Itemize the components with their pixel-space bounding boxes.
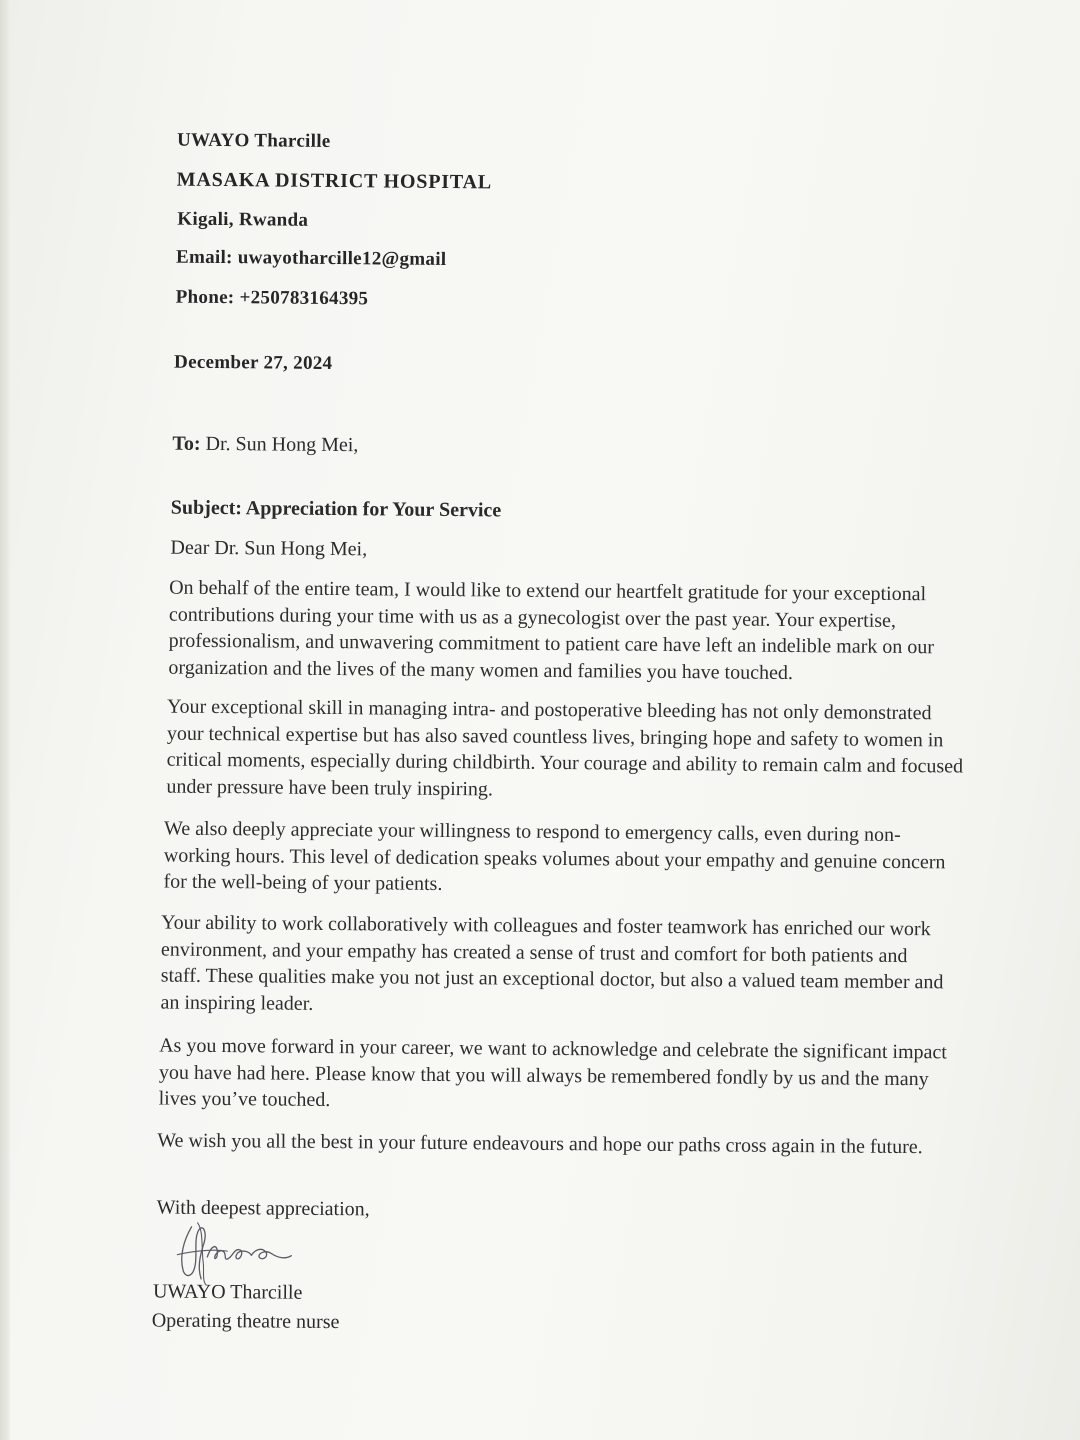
sender-email — [176, 247, 447, 271]
salutation: Dear Dr. Sun Hong Mei, — [170, 536, 368, 561]
phone-label: Phone: — [175, 286, 235, 309]
body-paragraph-6: We wish you all the best in your future endeavours and hope our paths cross again in the future. — [157, 1129, 923, 1159]
body-paragraph-4: Your ability to work collaboratively with colleagues and foster teamwork has enriched our work environment, and your empathy has created a sense of trust and comfort for both patients and staff. These qualities make you not just an exceptional doctor, but also a valued team member and an inspiring leader. — [160, 911, 944, 1015]
sender-organization: MASAKA DISTRICT HOSPITAL — [176, 168, 492, 194]
email-value: uwayotharcille12@gmail — [237, 247, 447, 270]
signatory-role: Operating theatre nurse — [151, 1309, 340, 1334]
recipient-line — [172, 433, 358, 458]
letter-date: December 27, 2024 — [174, 351, 333, 374]
sender-phone — [176, 287, 369, 311]
subject-line — [171, 497, 502, 523]
subject-value: Appreciation for Your Service — [245, 497, 502, 522]
body-paragraph-1: On behalf of the entire team, I would like to extend our heartfelt gratitude for your exceptional contributions during your time with us as a gynecologist over the past year. Your expertise, professionalism, and unwavering commitment to patient care have left an indelible mark on our organization and the lives of the many women and families you have touched. — [168, 576, 935, 684]
subject-label: Subject: — [170, 496, 243, 520]
email-label: Email: — [175, 246, 233, 269]
signatory-name: UWAYO Tharcille — [152, 1280, 303, 1304]
sender-name: UWAYO Tharcille — [176, 129, 331, 152]
recipient-value: Dr. Sun Hong Mei, — [205, 432, 359, 457]
phone-value: +250783164395 — [239, 287, 369, 310]
sender-location: Kigali, Rwanda — [177, 208, 309, 231]
body-paragraph-3: We also deeply appreciate your willingness to respond to emergency calls, even during non-working hours. This level of dedication speaks volumes about your empathy and genuine concern for the well-being of your patients. — [163, 817, 946, 895]
recipient-label: To: — [172, 432, 201, 455]
handwritten-signature — [173, 1219, 304, 1288]
closing-line: With deepest appreciation, — [156, 1196, 370, 1221]
body-paragraph-2: Your exceptional skill in managing intra- and postoperative bleeding has not only demonstrated your technical expertise but has also saved countless lives, bringing hope and safety to women in critical moments, especially during childbirth. Your courage and ability to remain calm and focused under pressure have been truly inspiring. — [166, 695, 964, 800]
body-paragraph-5: As you move forward in your career, we want to acknowledge and celebrate the significant impact you have had here. Please know that you will always be remembered fondly by us and the many lives you’ve touched. — [158, 1034, 948, 1112]
